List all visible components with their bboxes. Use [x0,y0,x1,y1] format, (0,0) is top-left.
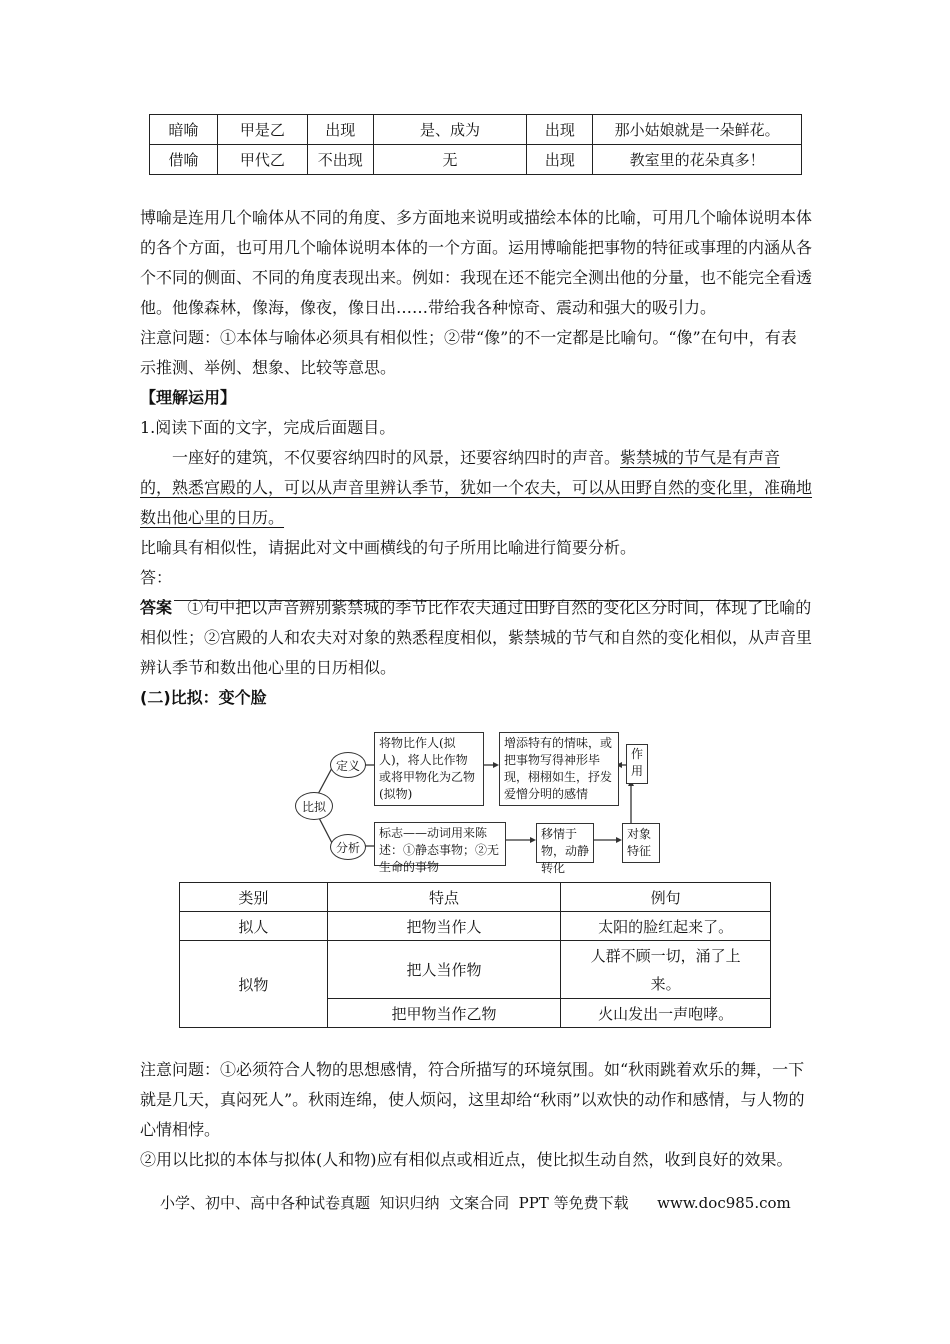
table-cell: 是、成为 [373,115,527,145]
table-cell: 出现 [527,145,593,175]
table-cell: 甲是乙 [217,115,307,145]
effect-label-box: 作用 [626,744,648,784]
definition-label: 定义 [330,752,366,778]
answer-text: ①句中把以声音辨别紫禁城的季节比作农夫通过田野自然的变化区分时间，体现了比喻的相似性；②宫殿的人和农夫对对象的熟悉程度相似，紫禁城的节气和自然的变化相似，从声音里辨认季节和数出他心里的日历相似。 [140,598,813,677]
table-cell: 借喻 [150,145,218,175]
root-node-nihua: 比拟 [295,792,333,820]
section-understand-heading: 【理解运用】 [140,388,237,407]
table-cell: 教室里的花朵真多！ [593,145,802,175]
table-cell: 出现 [527,115,593,145]
table-row [150,145,802,175]
table-cell: 那小姑娘就是一朵鲜花。 [593,115,802,145]
note-2b: ②用以比拟的本体与拟体(人和物)应有相似点或相近点，使比拟生动自然，收到良好的效果。 [140,1150,793,1169]
table-cell: 拟人 [180,912,328,941]
page-footer: 小学、初中、高中各种试卷真题 知识归纳 文案合同 PPT 等免费下载 www.doc985.com [160,1194,791,1212]
question-1-title: 1.阅读下面的文字，完成后面题目。 [140,418,396,437]
passage-plain: 一座好的建筑，不仅要容纳四时的风景，还要容纳四时的声音。 [172,448,621,467]
note-2-block [140,1055,812,1175]
table-cell: 拟物 [180,941,328,1028]
personification-diagram [290,728,670,873]
table-row [150,115,802,145]
analysis-label: 分析 [330,834,366,860]
passage-underlined: 紫禁城的节气是有声音的，熟悉宫殿的人，可以从声音里辨认季节，犹如一个农夫，可以从田野自然的变化里，准确地数出他心里的日历。 [140,448,813,527]
analysis-box: 标志——动词用来陈述：①静态事物；②无生命的事物 [374,822,506,866]
section-2-title: (二)比拟：变个脸 [140,688,267,707]
question-1-passage [140,443,812,533]
answer-label: 答： [140,568,173,587]
table-cell: 把物当作人 [327,912,561,941]
personification-type-table [179,882,771,1028]
table-header: 特点 [327,883,561,912]
table-cell: 把甲物当作乙物 [327,999,561,1028]
table-cell: 无 [373,145,527,175]
object-feature-box: 对象特征 [622,823,660,863]
metaphor-type-table [149,114,802,175]
table-cell: 把人当作物 [327,941,561,999]
definition-box: 将物比作人(拟人)，将人比作物或将甲物化为乙物(拟物) [374,732,484,806]
answer-key-label: 答案 [140,598,173,617]
note-2: 注意问题：①必须符合人物的思想感情，符合所描写的环境氛围。如“秋雨跳着欢乐的舞，一下就是几天，真闷死人”。秋雨连绵，使人烦闷，这里却给“秋雨”以欢快的动作和感情，与人物的心情相悖。 [140,1060,805,1139]
answer-block [140,593,812,683]
table-cell: 太阳的脸红起来了。 [561,912,771,941]
boyu-text: 博喻是连用几个喻体从不同的角度、多方面地来说明或描绘本体的比喻，可用几个喻体说明本体的各个方面，也可用几个喻体说明本体的一个方面。运用博喻能把事物的特征或事理的内涵从各个不同的侧面、不同的角度表现出来。例如：我现在还不能完全测出他的分量，也不能完全看透他。他像森林，像海，像夜，像日出……带给我各种惊奇、震动和强大的吸引力。 [140,208,813,317]
table-row [180,883,771,912]
table-cell: 火山发出一声咆哮。 [561,999,771,1028]
table-cell: 甲代乙 [217,145,307,175]
answer-blank-line[interactable] [174,600,776,601]
question-1-prompt: 比喻具有相似性，请据此对文中画横线的句子所用比喻进行简要分析。 [140,538,637,557]
table-header: 例句 [561,883,771,912]
note-1: 注意问题：①本体与喻体必须具有相似性；②带“像”的不一定都是比喻句。“像”在句中，有表示推测、举例、想象、比较等意思。 [140,328,797,377]
table-row [180,941,771,999]
table-cell: 人群不顾一切，涌了上来。 [561,941,771,999]
table-cell: 暗喻 [150,115,218,145]
boyu-paragraph [140,203,812,713]
table-cell: 不出现 [307,145,373,175]
effect-box: 增添特有的情味，或把事物写得神形毕现，栩栩如生，抒发爱憎分明的感情 [499,732,619,806]
table-header: 类别 [180,883,328,912]
empathy-box: 移情于物，动静转化 [536,823,594,863]
table-cell: 出现 [307,115,373,145]
table-row [180,912,771,941]
